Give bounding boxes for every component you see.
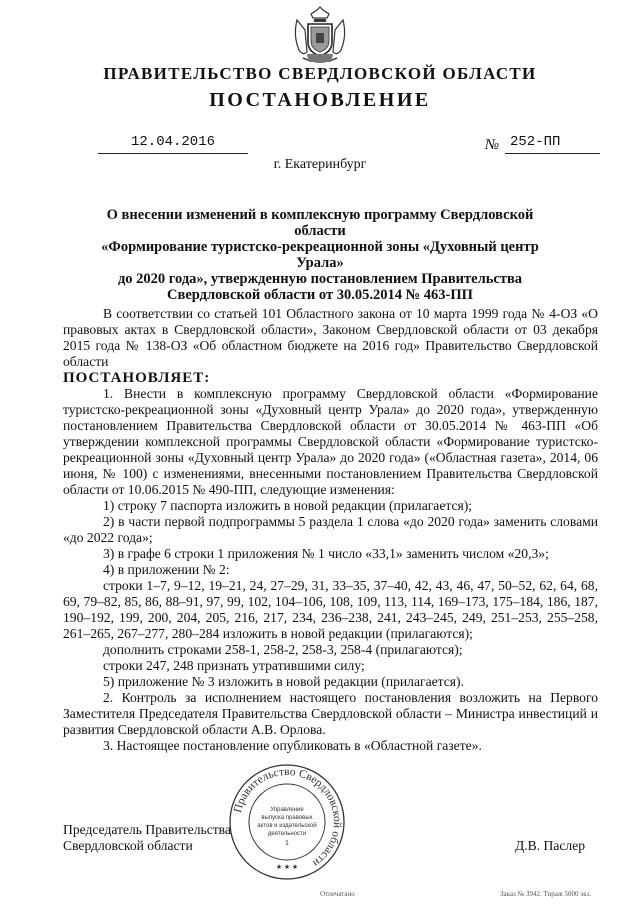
coat-of-arms-icon [291,6,349,66]
document-body [63,306,598,754]
stamp-star-icon: ★ ★ ★ [275,863,299,871]
stamp-inner-line: актов и издательской [257,823,317,829]
organization-name: ПРАВИТЕЛЬСТВО СВЕРДЛОВСКОЙ ОБЛАСТИ [103,64,537,83]
clause-1-item-4: 4) в приложении № 2: [103,562,230,577]
document-number: 252-ПП [510,134,561,150]
clause-1-item-3: 3) в графе 6 строки 1 приложения № 1 число «33,1» заменить числом «20,3»; [103,546,549,561]
document-type: ПОСТАНОВЛЕНИЕ [209,89,431,111]
number-sign: № [485,137,500,153]
clause-1: 1. Внести в комплексную программу Свердловской области «Формирование туристско-рекреационной зоны «Духовный центр Урала» до 2020 года», утвержденную постановлением Правительства Свердловской области от 30.05.2014 № 463-ПП «Об утверждении комплексной программы Свердловской области «Формирование туристско-рекреационной зоны «Духовный центр Урала» до 2020 года» («Областная газета», 2014, 06 июня, № 100) с изменениями, внесенными постановлением Правительства Свердловской области от 10.06.2015 № 490-ПП, следующие изменения: [63,386,598,497]
clause-1-item-4-rows: строки 1–7, 9–12, 19–21, 24, 27–29, 31, 33–35, 37–40, 42, 43, 46, 47, 50–52, 62, 64, 68, 69, 79–82, 85, 86, 88–91, 97, 99, 102, 104–106, 108, 109, 113, 114, 169–173, 175–184, 186, 187, 190–192, 199, 200, 204, 205, 216, 217, 234, 236–238, 241, 243–245, 249, 251–253, 255–258, 261–265, 267–277, 280–284 изложить в новой редакции (прилагаются); [63,578,598,641]
signer-position-line: Председатель Правительства [63,822,231,837]
preamble-paragraph: В соответствии со статьей 101 Областного закона от 10 марта 1999 года № 4-ОЗ «О правовых актах в Свердловской области», Законом Свердловской области от 03 декабря 2015 года № 138-ОЗ «Об областном бюджете на 2016 год» Правительство Свердловской области [63,306,598,369]
official-stamp [228,763,346,881]
clause-1-item-4-void: строки 247, 248 признать утратившими силу; [103,658,365,673]
clause-1-item-4-add: дополнить строками 258-1, 258-2, 258-3, 258-4 (прилагаются); [103,642,463,657]
stamp-outer-text: Правительство Свердловской области [231,765,344,870]
footer-left-text: Отпечатано [320,890,355,898]
signer-position-line: Свердловской области [63,838,193,853]
document-title [80,207,560,303]
clause-1-item-1: 1) строку 7 паспорта изложить в новой редакции (прилагается); [103,498,473,513]
number-underline [505,153,600,154]
signer-name: Д.В. Паслер [515,838,586,853]
title-line: О внесении изменений в комплексную программу Свердловской области [106,207,534,239]
date-underline [98,153,248,154]
postanovlyaet-heading: ПОСТАНОВЛЯЕТ: [63,370,211,386]
signer-position [63,822,231,854]
clause-3: 3. Настоящее постановление опубликовать в «Областной газете». [103,738,482,753]
stamp-inner-line: деятельности [267,831,307,837]
title-line: Свердловской области от 30.05.2014 № 463-ПП [167,287,473,303]
clause-1-item-5: 5) приложение № 3 изложить в новой редакции (прилагается). [103,674,464,689]
city: г. Екатеринбург [273,157,367,172]
clause-1-item-2: 2) в части первой подпрограммы 5 раздела 1 слова «до 2020 года» заменить словами «до 2022 года»; [63,514,598,545]
footer-right-text: Заказ № 3942. Тираж 5000 экз. [500,890,592,898]
document-date: 12.04.2016 [130,134,215,150]
stamp-inner-line: выпуска правовых [261,815,313,821]
title-line: до 2020 года», утвержденную постановлением Правительства [117,271,523,287]
stamp-inner-number: 1 [285,840,289,847]
stamp-inner-line: Управление [270,807,304,813]
clause-2: 2. Контроль за исполнением настоящего постановления возложить на Первого Заместителя Председателя Правительства Свердловской области – Министра инвестиций и развития Свердловской области А.В. Орлова. [63,690,598,737]
title-line: «Формирование туристско-рекреационной зоны «Духовный центр Урала» [101,239,539,271]
